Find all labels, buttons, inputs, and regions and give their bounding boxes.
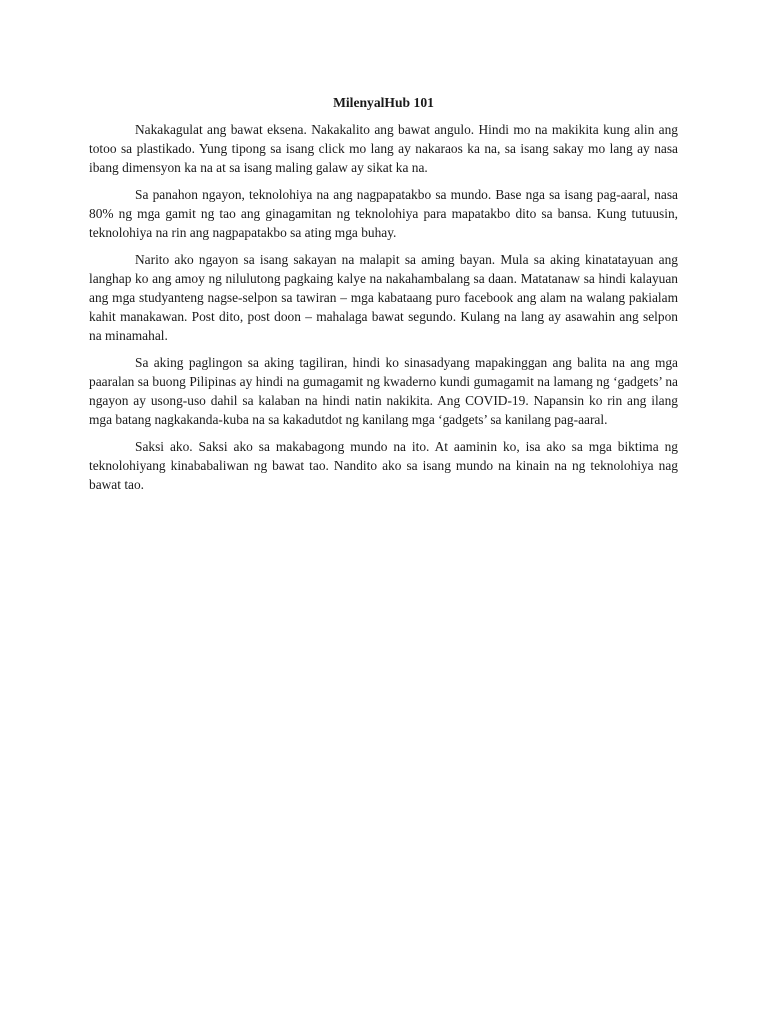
paragraph-2: Sa panahon ngayon, teknolohiya na ang nagpapatakbo sa mundo. Base nga sa isang pag-aaral, nasa 80% ng mga gamit ng tao ang ginagamitan ng teknolohiya para mapatakbo dito sa bansa. Kung tutuusin, teknolohiya na rin ang nagpapatakbo sa ating mga buhay.	[89, 187, 678, 240]
paragraph-4: Sa aking paglingon sa aking tagiliran, hindi ko sinasadyang mapakinggan ang balita na ang mga paaralan sa buong Pilipinas ay hindi na gumagamit ng kwaderno kundi gumagamit na lamang ng ‘gadgets’ na ngayon ay usong-uso dahil sa kalaban na hindi natin nakikita. Ang COVID-19. Napansin ko rin ang ilang mga batang nagkakanda-kuba na sa kakadutdot ng kanilang mga ‘gadgets’ sa kanilang pag-aaral.	[89, 355, 678, 427]
paragraph-1: Nakakagulat ang bawat eksena. Nakakalito ang bawat angulo. Hindi mo na makikita kung alin ang totoo sa plastikado. Yung tipong sa isang click mo lang ay nakaraos ka na, sa isang sakay mo lang ay nasa ibang dimensyon ka na at sa isang maling galaw ay sikat ka na.	[89, 122, 678, 175]
document-body	[89, 93, 678, 502]
document-title: MilenyalHub 101	[333, 95, 434, 110]
paragraph-5: Saksi ako. Saksi ako sa makabagong mundo na ito. At aaminin ko, isa ako sa mga biktima ng teknolohiyang kinababaliwan ng bawat tao. Nandito ako sa isang mundo na kinain na ng teknolohiya nag bawat tao.	[89, 439, 678, 492]
paragraph-3: Narito ako ngayon sa isang sakayan na malapit sa aming bayan. Mula sa aking kinatatayuan ang langhap ko ang amoy ng nilulutong pagkaing kalye na nakahambalang sa daan. Matatanaw sa hindi kalayuan ang mga studyanteng nagse-selpon sa tawiran – mga kabataang puro facebook ang alam na walang pakialam kahit manakawan. Post dito, post doon – mahalaga bawat segundo. Kulang na lang ay asawahin ang selpon na minamahal.	[89, 252, 678, 343]
